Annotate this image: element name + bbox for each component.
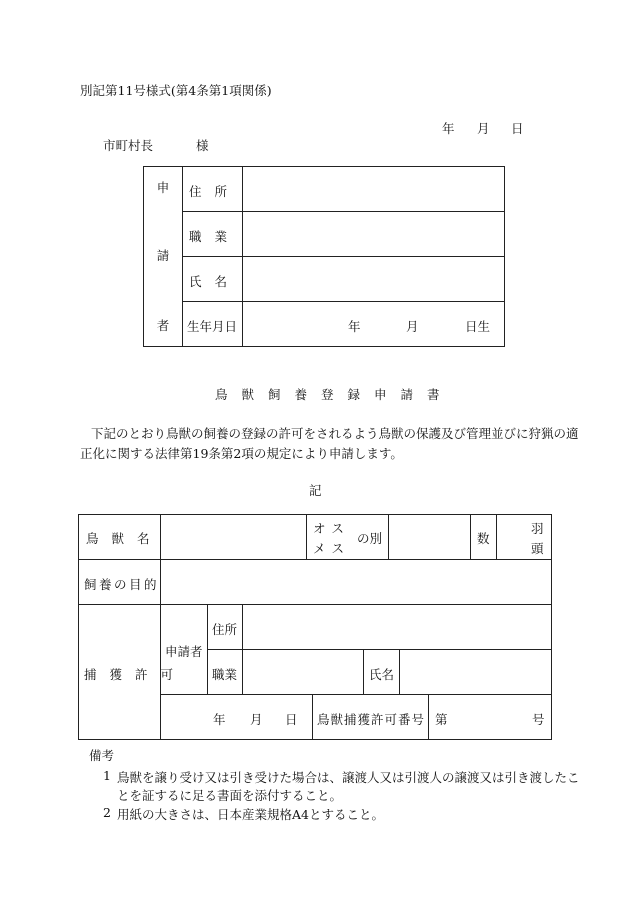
sex-option-female: メス [313,541,351,556]
applicant-address-label: 住所 [189,184,241,199]
permit-date-day: 日 [285,712,298,727]
breeding-purpose-label: 飼養の目的 [84,577,160,592]
permit-date-year: 年 [213,712,226,727]
capture-address-label: 住所 [212,622,238,637]
date-year: 年 [442,121,455,136]
notes-heading: 備考 [89,748,115,763]
applicant-side-char-3: 者 [156,318,170,333]
addressee-name: 市町村長 [103,138,154,153]
applicant-occupation-label: 職業 [189,229,241,244]
count-unit-animals: 頭 [531,541,544,556]
birthdate-day: 日生 [465,319,491,334]
count-label: 数 [477,531,490,546]
note-1-line-2: とを証するに足る書面を添付すること。 [117,788,343,803]
species-name-label: 鳥獣名 [86,531,163,546]
note-2-number: 2 [103,805,111,820]
body-text-line-1: 下記のとおり鳥獣の飼養の登録の許可をされるよう鳥獣の保護及び管理並びに狩猟の適 [91,426,579,441]
permit-number-label: 鳥獣捕獲許可番号 [317,712,426,727]
addressee-honorific: 様 [196,138,209,153]
applicant-birthdate-label: 生年月日 [187,319,238,334]
applicant-name-label: 氏名 [189,274,241,289]
sex-distinction-label: の別 [357,531,383,546]
applicant-side-char-2: 請 [156,248,170,263]
body-text-line-2: 正化に関する法律第19条第2項の規定により申請します。 [80,446,403,461]
ki-marker: 記 [309,483,322,498]
capture-name-label: 氏名 [369,667,395,682]
sex-option-male: オス [313,521,350,536]
note-1-number: 1 [103,768,111,783]
count-unit-birds: 羽 [531,521,544,536]
capture-occupation-label: 職業 [212,667,238,682]
form-header: 別記第11号様式(第4条第1項関係) [80,83,272,98]
permit-number-suffix: 号 [532,712,545,727]
applicant-side-char-1: 申 [156,180,170,195]
date-day: 日 [511,121,524,136]
birthdate-month: 月 [406,319,419,334]
date-month: 月 [477,121,490,136]
birthdate-year: 年 [348,319,361,334]
permit-number-prefix: 第 [435,712,448,727]
permit-date-month: 月 [250,712,263,727]
document-title: 鳥獣飼養登録申請書 [215,387,454,402]
capture-permit-label: 捕獲許可 [84,667,187,682]
note-2-line-1: 用紙の大きさは、日本産業規格A4とすること。 [117,807,384,822]
capture-applicant-label: 申請者 [165,644,203,659]
note-1-line-1: 鳥獣を譲り受け又は引き受けた場合は、譲渡人又は引渡人の譲渡又は引き渡したこ [117,770,580,785]
